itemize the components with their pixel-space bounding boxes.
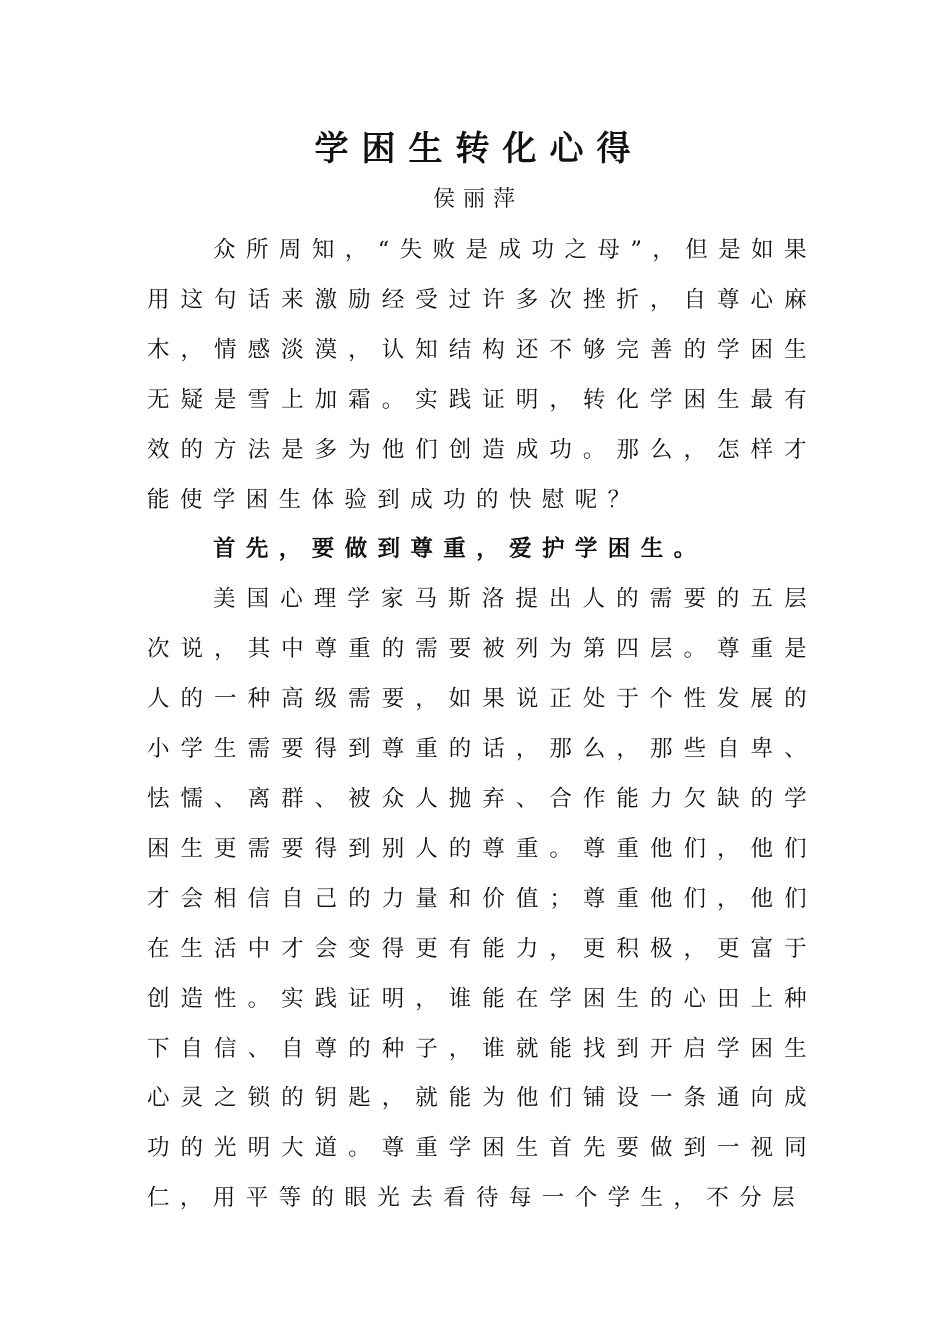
document-author: 侯丽萍 bbox=[432, 187, 523, 212]
paragraph-intro: 众所周知，“失败是成功之母”，但是如果用这句话来激励经受过许多次挫折，自尊心麻木，情感淡漠，认知结构还不够完善的学困生无疑是雪上加霜。实践证明，转化学困生最有效的方法是多为他们创造成功。那么，怎样才能使学困生体验到成功的快慰呢？ bbox=[147, 237, 817, 513]
document-body bbox=[147, 226, 817, 1224]
document-title: 学困生转化心得 bbox=[314, 129, 644, 169]
section-heading: 首先，要做到尊重，爱护学困生。 bbox=[213, 536, 707, 563]
paragraph-respect: 美国心理学家马斯洛提出人的需要的五层次说，其中尊重的需要被列为第四层。尊重是人的一种高级需要，如果说正处于个性发展的小学生需要得到尊重的话，那么，那些自卑、怯懦、离群、被众人抛弃、合作能力欠缺的学困生更需要得到别人的尊重。尊重他们，他们才会相信自己的力量和价值；尊重他们，他们在生活中才会变得更有能力，更积极，更富于创造性。实践证明，谁能在学困生的心田上种下自信、自尊的种子，谁就能找到开启学困生心灵之锁的钥匙，就能为他们铺设一条通向成功的光明大道。尊重学困生首先要做到一视同仁，用平等的眼光去看待每一个学生，不分层 bbox=[147, 586, 817, 1212]
